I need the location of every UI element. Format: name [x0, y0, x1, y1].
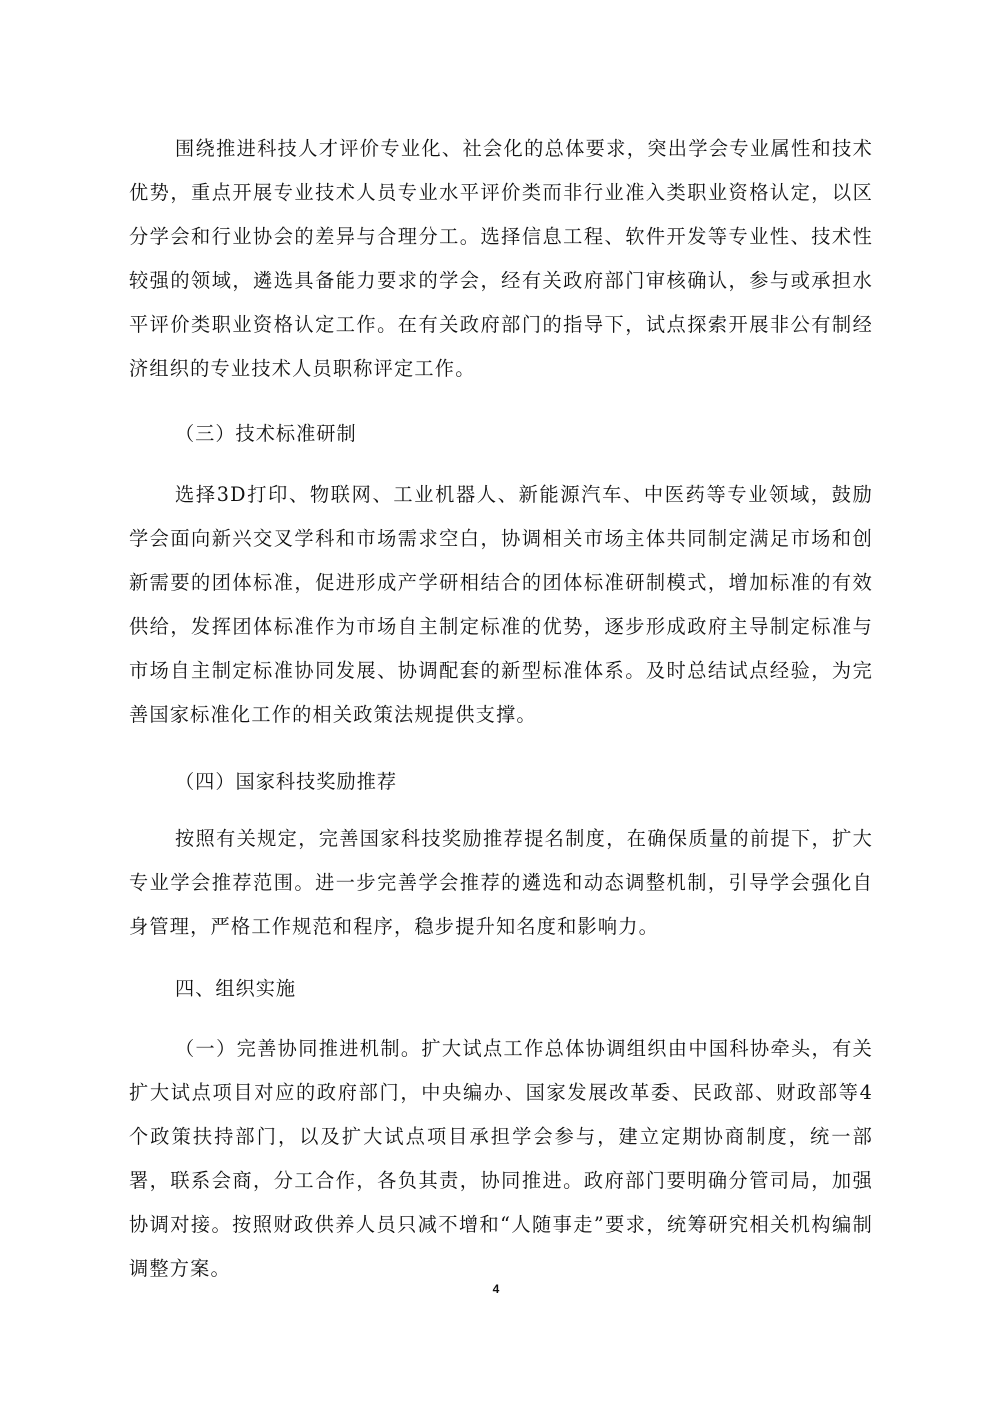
- section-heading-implementation: 四、组织实施: [175, 977, 297, 1000]
- page-number: 4: [492, 1282, 500, 1296]
- paragraph-technical-standards: 选择3D打印、物联网、工业机器人、新能源汽车、中医药等专业领域，鼓励学会面向新兴交叉学科和市场需求空白，协调相关市场主体共同制定满足市场和创新需要的团体标准，促进形成产学研相结合的团体标准研制模式，增加标准的有效供给，发挥团体标准作为市场自主制定标准的优势，逐步形成政府主导制定标准与市场自主制定标准协同发展、协调配套的新型标准体系。及时总结试点经验，为完善国家标准化工作的相关政策法规提供支撑。: [129, 483, 873, 727]
- paragraph-talent-evaluation: 围绕推进科技人才评价专业化、社会化的总体要求，突出学会专业属性和技术优势，重点开展专业技术人员专业水平评价类而非行业准入类职业资格认定，以区分学会和行业协会的差异与合理分工。选择信息工程、软件开发等专业性、技术性较强的领域，遴选具备能力要求的学会，经有关政府部门审核确认，参与或承担水平评价类职业资格认定工作。在有关政府部门的指导下，试点探索开展非公有制经济组织的专业技术人员职称评定工作。: [129, 137, 873, 381]
- heading-technical-standards: （三）技术标准研制: [175, 422, 357, 445]
- paragraph-science-awards: 按照有关规定，完善国家科技奖励推荐提名制度，在确保质量的前提下，扩大专业学会推荐范围。进一步完善学会推荐的遴选和动态调整机制，引导学会强化自身管理，严格工作规范和程序，稳步提升知名度和影响力。: [129, 827, 873, 939]
- heading-science-awards: （四）国家科技奖励推荐: [175, 770, 398, 793]
- paragraph-coordination-mechanism: （一）完善协同推进机制。扩大试点工作总体协调组织由中国科协牵头，有关扩大试点项目对应的政府部门，中央编办、国家发展改革委、民政部、财政部等4个政策扶持部门，以及扩大试点项目承担学会参与，建立定期协商制度，统一部署，联系会商，分工合作，各负其责，协同推进。政府部门要明确分管司局，加强协调对接。按照财政供养人员只减不增和“人随事走”要求，统筹研究相关机构编制调整方案。: [129, 1037, 873, 1281]
